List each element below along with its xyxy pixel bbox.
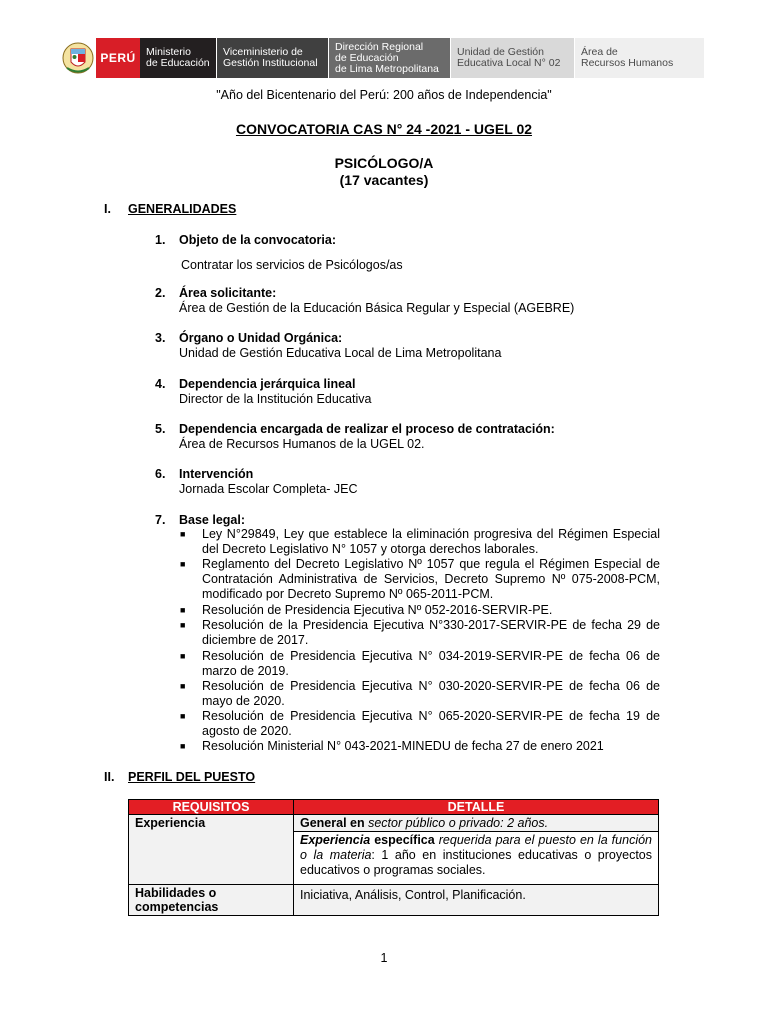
item-title: Objeto de la convocatoria: — [179, 233, 336, 247]
requirement-label: Experiencia — [135, 816, 206, 830]
peru-coat-of-arms-icon — [60, 38, 96, 78]
item-value: Contratar los servicios de Psicólogos/as — [181, 258, 403, 272]
section-title: PERFIL DEL PUESTO — [128, 770, 256, 784]
legal-text: Reglamento del Decreto Legislativo Nº 1057 que regula el Régimen Especial de Contratación Administrativa de Servicios, Decreto Supremo Nº 075-2008-PCM, modificado por Decreto Supremo Nº 065-2011-PCM. — [202, 557, 660, 601]
legal-text: Resolución de Presidencia Ejecutiva N° 030-2020-SERVIR-PE de fecha 06 de mayo de 2020. — [202, 679, 660, 708]
bullet-icon: ■ — [180, 651, 186, 661]
header-banner — [60, 38, 708, 78]
table-row — [129, 885, 659, 916]
column-header: REQUISITOS — [129, 800, 294, 815]
table-cell — [294, 885, 659, 916]
requirements-table — [128, 799, 659, 916]
specific-label-2: específica — [374, 833, 435, 847]
item-value: Director de la Institución Educativa — [179, 392, 372, 406]
general-label: General en — [300, 816, 365, 830]
list-item — [180, 603, 660, 618]
item-value: Jornada Escolar Completa- JEC — [179, 482, 358, 496]
item-value: Área de Recursos Humanos de la UGEL 02. — [179, 437, 425, 451]
item-number: 1. — [155, 233, 166, 247]
table-cell — [294, 815, 659, 832]
table-cell — [294, 832, 659, 885]
legal-text: Resolución de Presidencia Ejecutiva Nº 052-2016-SERVIR-PE. — [202, 603, 553, 617]
item-number: 4. — [155, 377, 166, 391]
legal-text: Resolución de Presidencia Ejecutiva N° 034-2019-SERVIR-PE de fecha 06 de marzo de 2019. — [202, 649, 660, 678]
table-cell — [129, 815, 294, 885]
position-title: PSICÓLOGO/A — [334, 155, 434, 171]
list-item — [180, 527, 660, 557]
item-title: Órgano o Unidad Orgánica: — [179, 331, 343, 345]
page-number: 1 — [380, 951, 388, 965]
table-header-row — [129, 800, 659, 815]
vacancies: (17 vacantes) — [339, 172, 429, 188]
list-item — [180, 709, 660, 739]
item-title: Base legal: — [179, 513, 246, 527]
specific-label: Experiencia — [300, 833, 371, 847]
area-label: Área de Recursos Humanos — [574, 38, 704, 78]
requirement-label: Habilidades o competencias — [135, 886, 219, 914]
item-title: Dependencia jerárquica lineal — [179, 377, 356, 391]
year-motto: "Año del Bicentenario del Perú: 200 años de Independencia" — [216, 88, 552, 102]
viceministerio-label: Viceministerio de Gestión Institucional — [216, 38, 328, 78]
item-number: 3. — [155, 331, 166, 345]
peru-label: PERÚ — [96, 38, 140, 78]
ugel-label: Unidad de Gestión Educativa Local N° 02 — [450, 38, 574, 78]
general-value: sector público o privado: 2 años. — [368, 816, 549, 830]
bullet-icon: ■ — [180, 620, 186, 630]
specific-value: : 1 año en instituciones educativas o proyectos educativos o programas sociales. — [300, 848, 652, 877]
legal-text: Ley N°29849, Ley que establece la eliminación progresiva del Régimen Especial del Decreto Legislativo N° 1057 y otorga derechos laborales. — [202, 527, 660, 556]
item-number: 2. — [155, 286, 166, 300]
list-item — [180, 739, 660, 754]
table-row — [129, 815, 659, 832]
item-value: Unidad de Gestión Educativa Local de Lima Metropolitana — [179, 346, 502, 360]
section-number: II. — [104, 770, 115, 784]
item-title: Dependencia encargada de realizar el proceso de contratación: — [179, 422, 555, 436]
specific-desc: requerida para el puesto en la función o la materia — [300, 833, 652, 862]
legal-text: Resolución de la Presidencia Ejecutiva N°330-2017-SERVIR-PE de fecha 29 de diciembre de 2017. — [202, 618, 660, 647]
bullet-icon: ■ — [180, 741, 186, 751]
list-item — [180, 618, 660, 648]
bullet-icon: ■ — [180, 559, 186, 569]
ministerio-label: Ministerio de Educación — [140, 38, 216, 78]
section-title: GENERALIDADES — [128, 202, 237, 216]
direccion-label: Dirección Regional de Educación de Lima Metropolitana — [328, 38, 450, 78]
legal-text: Resolución Ministerial N° 043-2021-MINEDU de fecha 27 de enero 2021 — [202, 739, 604, 753]
bullet-icon: ■ — [180, 529, 186, 539]
item-title: Área solicitante: — [179, 286, 277, 300]
bullet-icon: ■ — [180, 711, 186, 721]
list-item — [180, 557, 660, 602]
bullet-icon: ■ — [180, 681, 186, 691]
item-number: 5. — [155, 422, 166, 436]
item-value: Área de Gestión de la Educación Básica Regular y Especial (AGEBRE) — [179, 301, 575, 315]
list-item — [180, 649, 660, 679]
item-title: Intervención — [179, 467, 254, 481]
list-item — [180, 679, 660, 709]
table-cell — [129, 885, 294, 916]
skills-value: Iniciativa, Análisis, Control, Planificación. — [300, 888, 526, 902]
item-number: 6. — [155, 467, 166, 481]
item-number: 7. — [155, 513, 166, 527]
document-title: CONVOCATORIA CAS N° 24 -2021 - UGEL 02 — [235, 121, 533, 137]
bullet-icon: ■ — [180, 605, 186, 615]
column-header: DETALLE — [294, 800, 659, 815]
legal-text: Resolución de Presidencia Ejecutiva N° 065-2020-SERVIR-PE de fecha 19 de agosto de 2020. — [202, 709, 660, 738]
section-number: I. — [104, 202, 111, 216]
